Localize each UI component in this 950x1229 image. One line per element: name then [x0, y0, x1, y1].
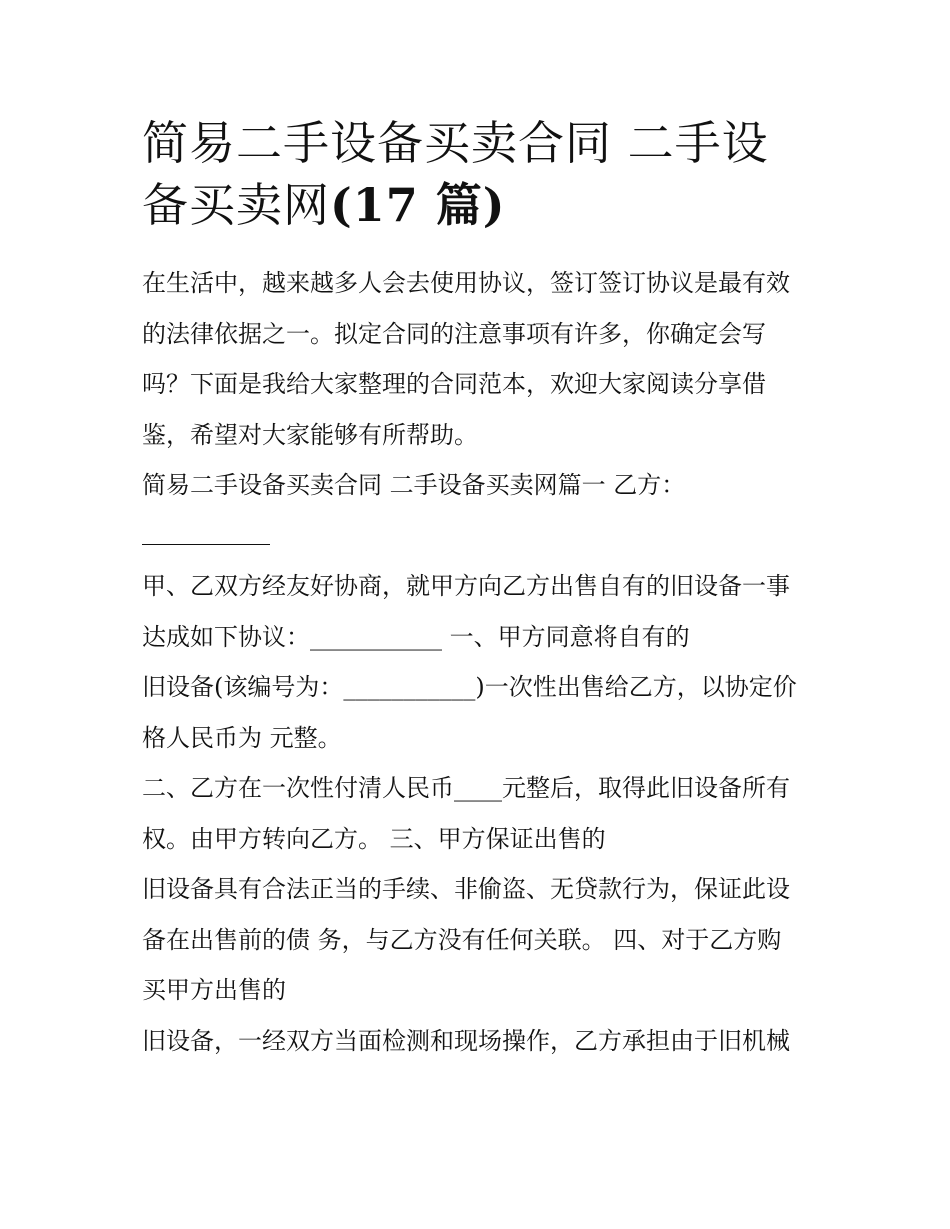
underline-rule [142, 544, 270, 545]
body-line: 权。由甲方转向乙方。 三、甲方保证出售的 [142, 824, 606, 853]
body-line: 备在出售前的债 务，与乙方没有任何关联。 四、对于乙方购 [142, 925, 782, 954]
document-body [142, 258, 818, 1066]
body-line: 旧设备具有合法正当的手续、非偷盗、无贷款行为，保证此设 [142, 875, 790, 903]
body-line: 二、乙方在一次性付清人民币____元整后，取得此旧设备所有 [142, 774, 790, 802]
body-line: 买甲方出售的 [142, 976, 286, 1004]
title-line-2 [142, 174, 818, 236]
signature-blank-line [142, 511, 818, 562]
body-line: 旧设备，一经双方当面检测和现场操作，乙方承担由于旧机械 [142, 1026, 790, 1055]
title-line-2-count: (17 篇) [330, 178, 506, 232]
title-line-1: 简易二手设备买卖合同 二手设 [142, 116, 769, 170]
body-line: 吗？下面是我给大家整理的合同范本，欢迎大家阅读分享借 [142, 370, 766, 398]
body-line: 旧设备(该编号为：___________)一次性出售给乙方，以协定价 [142, 673, 797, 701]
title-line-2-text: 备买卖网 [142, 178, 330, 232]
body-line: 达成如下协议：___________ 一、甲方同意将自有的 [142, 622, 690, 651]
body-line: 简易二手设备买卖合同 二手设备买卖网篇一 乙方： [142, 471, 686, 499]
body-line: 鉴，希望对大家能够有所帮助。 [142, 420, 478, 449]
document-title [142, 112, 818, 236]
body-line: 的法律依据之一。拟定合同的注意事项有许多，你确定会写 [142, 319, 766, 348]
body-line: 甲、乙双方经友好协商，就甲方向乙方出售自有的旧设备一事 [142, 572, 790, 600]
body-line: 在生活中，越来越多人会去使用协议，签订签订协议是最有效 [142, 269, 790, 297]
document-content [142, 112, 818, 1066]
body-line: 格人民币为 元整。 [142, 723, 342, 752]
